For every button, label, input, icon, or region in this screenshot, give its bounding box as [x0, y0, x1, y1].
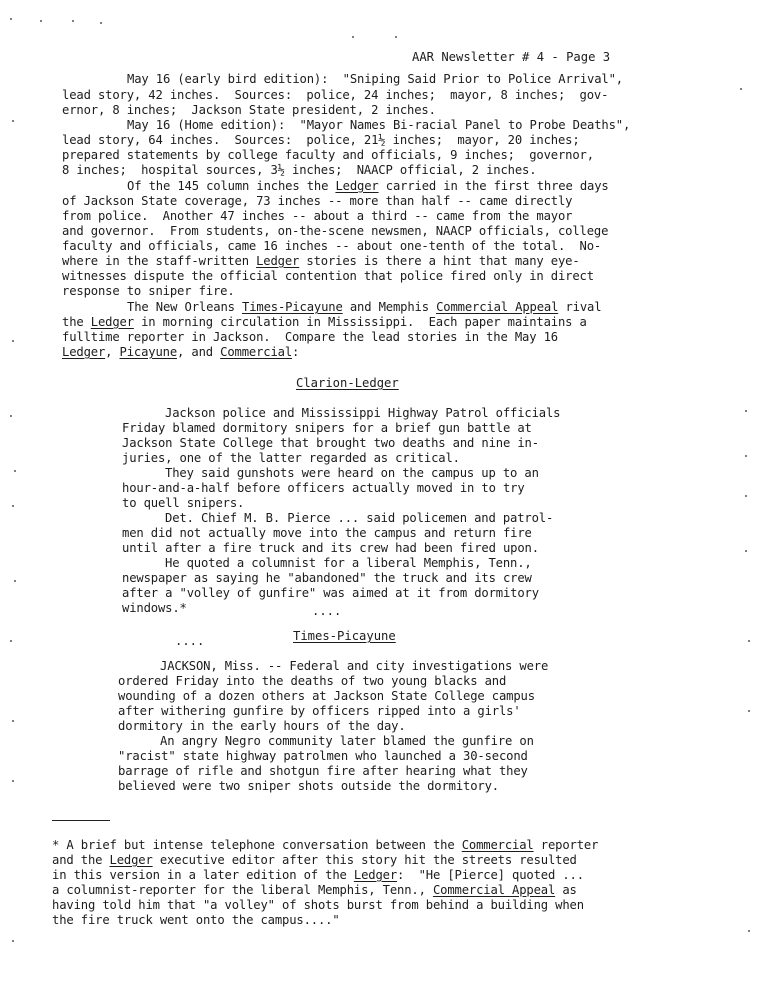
underlined-title: Ledger: [353, 868, 397, 882]
scan-speck: [395, 36, 397, 38]
text-line: [62, 148, 594, 163]
text-segment: They said gunshots were heard on the campus up to an: [165, 466, 539, 480]
text-line: [122, 436, 539, 451]
scan-speck: [745, 455, 747, 457]
text-line: [122, 526, 532, 541]
scan-speck: [12, 780, 14, 782]
text-segment: Jackson State College that brought two deaths and nine in-: [122, 436, 539, 450]
text-line: [160, 734, 534, 749]
text-segment: in morning circulation in Mississippi. Each paper maintains a: [133, 315, 587, 329]
scan-speck: [72, 20, 74, 22]
text-segment: * A brief but intense telephone conversation between the: [52, 838, 462, 852]
underlined-title: Ledger: [335, 179, 379, 193]
text-segment: believed were two sniper shots outside the dormitory.: [118, 779, 499, 793]
text-line: [127, 72, 623, 87]
text-line: [62, 133, 580, 148]
text-segment: of Jackson State coverage, 73 inches -- more than half -- came directly: [62, 194, 573, 208]
text-line: [165, 406, 560, 421]
text-segment: after a "volley of gunfire" was aimed at it from dormitory: [122, 586, 539, 600]
text-line: [118, 749, 528, 764]
text-line: [52, 838, 598, 853]
text-line: [127, 300, 601, 315]
text-line: [62, 254, 580, 269]
text-line: [118, 674, 506, 689]
scan-speck: [745, 550, 747, 552]
text-line: [62, 345, 299, 360]
text-segment: barrage of rifle and shotgun fire after hearing what they: [118, 764, 528, 778]
footnote-rule: [52, 820, 110, 821]
text-segment: and the: [52, 853, 110, 867]
text-segment: hour-and-a-half before officers actually moved in to try: [122, 481, 525, 495]
scan-speck: [745, 495, 747, 497]
text-segment: May 16 (Home edition): "Mayor Names Bi-racial Panel to Probe Deaths",: [127, 118, 631, 132]
text-segment: May 16 (early bird edition): "Sniping Said Prior to Police Arrival",: [127, 72, 623, 86]
underlined-title: Ledger: [62, 345, 106, 359]
text-segment: lead story, 64 inches. Sources: police, 21½ inches; mayor, 20 inches;: [62, 133, 580, 147]
text-line: [160, 659, 548, 674]
text-line: [122, 496, 244, 511]
ellipsis-mark: ....: [175, 634, 205, 648]
text-segment: , and: [177, 345, 221, 359]
text-segment: stories is there a hint that many eye-: [299, 254, 580, 268]
text-segment: after withering gunfire by officers ripped into a girls': [118, 704, 521, 718]
text-line: [62, 103, 436, 118]
underlined-title: Times-Picayune: [242, 300, 343, 314]
text-segment: "racist" state highway patrolmen who launched a 30-second: [118, 749, 528, 763]
text-line: [118, 779, 499, 794]
text-segment: dormitory in the early hours of the day.: [118, 719, 406, 733]
text-segment: men did not actually move into the campus and return fire: [122, 526, 532, 540]
text-line: [62, 163, 536, 178]
text-segment: Friday blamed dormitory snipers for a brief gun battle at: [122, 421, 532, 435]
text-line: [62, 224, 608, 239]
text-segment: ,: [105, 345, 120, 359]
text-segment: wounding of a dozen others at Jackson State College campus: [118, 689, 535, 703]
scan-speck: [748, 640, 750, 642]
scan-speck: [12, 720, 14, 722]
section-heading: Clarion-Ledger: [296, 376, 399, 390]
text-segment: and governor. From students, on-the-scene newsmen, NAACP officials, college: [62, 224, 609, 238]
text-segment: JACKSON, Miss. -- Federal and city investigations were: [160, 659, 549, 673]
text-segment: the fire truck went onto the campus....": [52, 913, 340, 927]
text-segment: until after a fire truck and its crew had been fired upon.: [122, 541, 539, 555]
text-line: [52, 898, 584, 913]
scan-speck: [10, 18, 12, 20]
underlined-title: Commercial: [461, 838, 534, 852]
scan-speck: [14, 580, 16, 582]
scan-speck: [740, 88, 742, 90]
text-segment: faculty and officials, came 16 inches -- about one-tenth of the total. No-: [62, 239, 602, 253]
text-segment: and Memphis: [342, 300, 437, 314]
text-line: [122, 601, 187, 616]
text-line: [52, 853, 577, 868]
page-header: AAR Newsletter # 4 - Page 3: [412, 50, 611, 64]
underlined-title: Picayune: [119, 345, 177, 359]
text-line: [118, 764, 528, 779]
text-line: [122, 481, 525, 496]
text-line: [127, 179, 609, 194]
scan-speck: [12, 120, 14, 122]
scan-speck: [748, 930, 750, 932]
ellipsis-mark: ....: [312, 604, 342, 618]
text-line: [118, 704, 521, 719]
text-line: [52, 913, 340, 928]
text-line: [52, 868, 584, 883]
text-line: [52, 883, 577, 898]
text-line: [62, 88, 608, 103]
text-segment: newspaper as saying he "abandoned" the truck and its crew: [122, 571, 532, 585]
text-segment: witnesses dispute the official contention that police fired only in direct: [62, 269, 594, 283]
text-segment: Det. Chief M. B. Pierce ... said policemen and patrol-: [165, 511, 554, 525]
text-line: [122, 421, 532, 436]
section-heading: Times-Picayune: [293, 629, 396, 643]
scan-speck: [40, 20, 42, 22]
text-line: [122, 586, 539, 601]
scan-speck: [745, 410, 747, 412]
text-line: [62, 269, 594, 284]
underlined-title: Ledger: [109, 853, 153, 867]
text-line: [165, 466, 539, 481]
text-segment: juries, one of the latter regarded as critical.: [122, 451, 460, 465]
underlined-title: Commercial Appeal: [436, 300, 559, 314]
text-line: [62, 194, 572, 209]
text-segment: executive editor after this story hit the streets resulted: [152, 853, 577, 867]
text-segment: ernor, 8 inches; Jackson State president, 2 inches.: [62, 103, 436, 117]
text-segment: Of the 145 column inches the: [127, 179, 336, 193]
text-segment: from police. Another 47 inches -- about a third -- came from the mayor: [62, 209, 573, 223]
text-segment: as: [555, 883, 577, 897]
text-segment: where in the staff-written: [62, 254, 257, 268]
text-line: [118, 719, 406, 734]
scan-speck: [748, 710, 750, 712]
text-line: [62, 315, 587, 330]
text-segment: rival: [558, 300, 602, 314]
underlined-title: Commercial Appeal: [432, 883, 556, 897]
text-segment: ordered Friday into the deaths of two young blacks and: [118, 674, 507, 688]
text-segment: An angry Negro community later blamed the gunfire on: [160, 734, 534, 748]
text-segment: The New Orleans: [127, 300, 242, 314]
text-segment: reporter: [533, 838, 599, 852]
text-segment: prepared statements by college faculty and officials, 9 inches; governor,: [62, 148, 594, 162]
text-segment: in this version in a later edition of the: [52, 868, 354, 882]
text-segment: carried in the first three days: [378, 179, 609, 193]
text-segment: response to sniper fire.: [62, 284, 235, 298]
text-segment: to quell snipers.: [122, 496, 245, 510]
text-line: [122, 451, 460, 466]
scan-speck: [14, 470, 16, 472]
scan-speck: [12, 940, 14, 942]
text-segment: a columnist-reporter for the liberal Memphis, Tenn.,: [52, 883, 433, 897]
text-segment: Jackson police and Mississippi Highway Patrol officials: [165, 406, 561, 420]
text-segment: 8 inches; hospital sources, 3½ inches; NAACP official, 2 inches.: [62, 163, 537, 177]
text-segment: windows.*: [122, 601, 187, 615]
text-line: [165, 511, 553, 526]
text-line: [62, 330, 558, 345]
text-line: [122, 541, 539, 556]
text-line: [118, 689, 535, 704]
text-line: [62, 239, 601, 254]
text-line: [127, 118, 630, 133]
text-line: [122, 571, 532, 586]
scan-speck: [10, 415, 12, 417]
text-segment: the: [62, 315, 91, 329]
scan-speck: [12, 340, 14, 342]
underlined-title: Commercial: [220, 345, 292, 359]
text-segment: lead story, 42 inches. Sources: police, 24 inches; mayor, 8 inches; gov-: [62, 88, 609, 102]
text-line: [165, 556, 532, 571]
underlined-title: Ledger: [90, 315, 134, 329]
scan-speck: [352, 36, 354, 38]
scan-speck: [10, 640, 12, 642]
text-segment: : "He [Pierce] quoted ...: [397, 868, 584, 882]
text-line: [62, 284, 235, 299]
text-line: [62, 209, 572, 224]
scan-speck: [12, 505, 14, 507]
scan-speck: [100, 22, 102, 24]
text-segment: He quoted a columnist for a liberal Memphis, Tenn.,: [165, 556, 532, 570]
text-segment: having told him that "a volley" of shots burst from behind a building when: [52, 898, 584, 912]
underlined-title: Ledger: [256, 254, 300, 268]
text-segment: fulltime reporter in Jackson. Compare the lead stories in the May 16: [62, 330, 558, 344]
text-segment: :: [292, 345, 300, 359]
